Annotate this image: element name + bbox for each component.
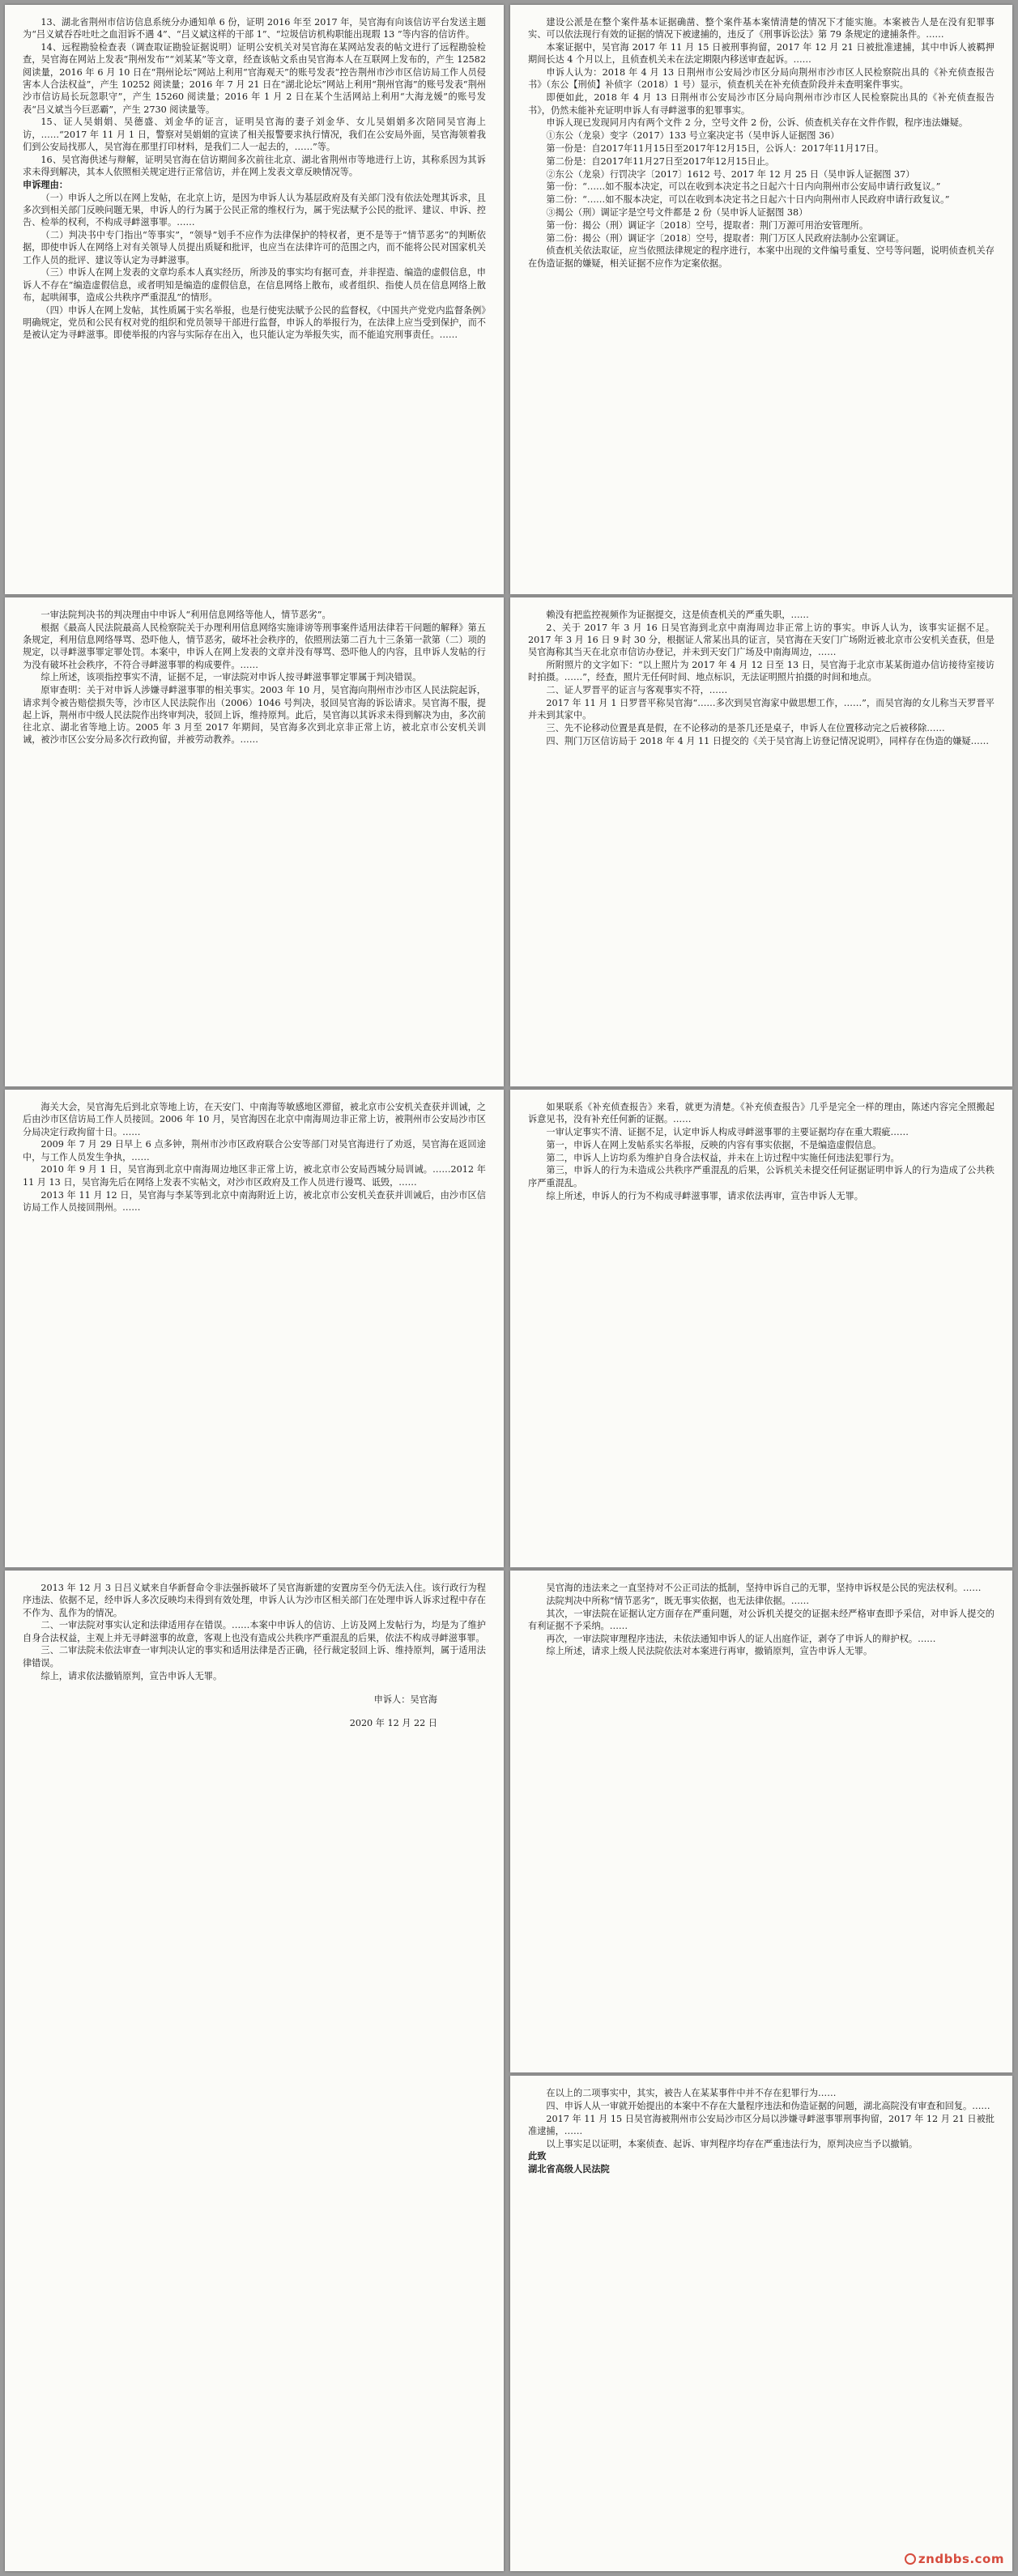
paragraph: 三、二审法院未依法审查一审判决认定的事实和适用法律是否正确，径行裁定驳回上诉、维持原判，属于适用法律错误。 [23,1645,486,1668]
paragraph: 申诉理由： [23,178,68,190]
paragraph: 14、远程勘验检查表（调查取证勘验证据说明）证明公安机关对吴官海在某网站发表的帖文进行了远程勘验检查，吴官海在网站上发表“荆州发布”“刘某某”等文章，经查该帖文系由吴官海本人在互联网上发布的，产生 12582 阅读量，2016 年 6 月 10 日在“荆州论坛”网站上利用“官海观天”的账号发表“控告荆州市沙市区信访局工作人员侵害本人合法权益”，产生 10252 阅读量；2016 年 7 月 21 日在“湖北论坛”网站上利用“荆州官海”的账号发表“荆州沙市信访局长玩忽职守”，产生 15260 阅读量；2016 年 1 月 2 日在某个生活网站上利用“大海龙媛”的账号发表“吕义斌当今巨恶霸”，产生 2730 阅读量等。 [23,42,486,115]
site-watermark [905,2552,1004,2566]
paragraph: 四、荆门万区信访局于 2018 年 4 月 11 日提交的《关于吴官海上访登记情况说明》，同样存在伪造的嫌疑…… [546,735,990,746]
paragraph: 2009 年 7 月 29 日早上 6 点多钟，荆州市沙市区政府联合公安等部门对吴官海进行了劝返，吴官海在返回途中，与工作人员发生争执，…… [23,1139,486,1163]
paragraph: 申诉人现已发现同月内有两个文件 2 分，空号文件 2 份，公诉、侦查机关存在文件作假，程序违法嫌疑。 [546,117,969,129]
left-page-1-text [23,16,486,342]
paragraph: 一审认定事实不清、证据不足，认定申诉人构成寻衅滋事罪的主要证据均存在重大瑕疵…… [546,1127,909,1138]
watermark-logo-icon [905,2553,916,2565]
paragraph: ②东公（龙泉）行罚决字〔2017〕1612 号、2017 年 12 月 25 日（吴申诉人证据图 37） [546,168,915,180]
paragraph: 16、吴官海供述与辩解，证明吴官海在信访期间多次前往北京、湖北省荆州市等地进行上访，其称系因为其诉求未得到解决，其本人依照相关规定进行正常信访，并在网上发表文章反映情况等。 [23,154,486,178]
paragraph: 湖北省高级人民法院 [528,2163,610,2175]
paragraph: 本案证据中，吴官海 2017 年 11 月 15 日被刑事拘留，2017 年 12 月 21 日被批准逮捕，其中申诉人被羁押期间长达 4 个月以上，且侦查机关未在法定期限内移送审查起诉。…… [528,42,995,66]
paragraph: 第一份：“……如不服本决定，可以在收到本决定书之日起六十日内向荆州市公安局申请行政复议。” [546,181,941,193]
paragraph: 二、一审法院对事实认定和法律适用存在错误。……本案中申诉人的信访、上访及网上发帖行为，均是为了维护自身合法权益，主观上并无寻衅滋事的故意，客观上也没有造成公共秩序严重混乱的后果，依法不构成寻衅滋事罪。 [23,1620,486,1643]
paragraph: 第二份：“……如不服本决定，可以在收到本决定书之日起六十日内向荆州市人民政府申请行政复议。” [546,194,950,206]
paragraph: 二、证人罗晋平的证言与客观事实不符，…… [546,685,728,696]
paragraph: 所附照片的文字如下：“以上照片为 2017 年 4 月 12 日至 13 日，吴官海于北京市某某街道办信访接待室接访时拍摄。……”，经查，照片无任何时间、地点标识，无法证明照片拍摄的时间和地点。 [528,660,995,683]
paragraph: 15、证人吴娟娟、吴德盛、刘金华的证言，证明吴官海的妻子刘金华、女儿吴娟娟多次陪同吴官海上访，……“2017 年 11 月 1 日，警察对吴娟娟的宣读了相关报警要求执行情况，我们在公安局外面，吴官海领着我们到公安局找那人，吴官海在那里打印材料，是我们二人一起去的，……”等。 [23,117,486,152]
right-page-3-text [528,1101,995,1202]
paragraph: 第一份是：自2017年11月15日至2017年12月15日，公诉人：2017年11月17日。 [546,142,884,154]
paragraph: （二）判决书中专门指出“等事实”，“领导”划手不应作为法律保护的特权者，更不是等于“情节恶劣”的判断依据，即使申诉人在网络上对有关领导人员提出质疑和批评，也应当在法律许可的范围之内，而不能将公民对国家机关工作人员的批评、建议等认定为寻衅滋事。 [23,230,486,266]
paragraph: 三、先不论移动位置是真是假，在不论移动的是茶几还是桌子，申诉人在位置移动完之后被移除…… [546,723,945,734]
paragraph: 赖没有把监控视频作为证据提交，这是侦查机关的严重失职，…… [546,610,809,620]
paragraph: 在以上的二项事实中，其实，被告人在某某事件中并不存在犯罪行为…… [546,2088,837,2098]
paragraph: 综上所述，请求上级人民法院依法对本案进行再审，撤销原判，宣告申诉人无罪。 [546,1646,873,1657]
paragraph: 2010 年 9 月 1 日，吴官海到北京中南海周边地区非正常上访，被北京市公安局西城分局训诫。……2012 年 11 月 13 日，吴官海先后在网络上发表不实帖文，对沙市区政府及工作人员进行谩骂、诋毁，…… [23,1164,486,1188]
paragraph: 第一份：揭公（刑）调证字〔2018〕空号，提取者：荆门万源可用治安管理所。 [546,219,869,231]
right-page-4 [510,1571,1012,2072]
paragraph: 根据《最高人民法院最高人民检察院关于办理利用信息网络实施诽谤等刑事案件适用法律若干问题的解释》第五条规定，利用信息网络辱骂、恐吓他人，情节恶劣，破坏社会秩序的，依照刑法第二百九十三条第一款第（二）项的规定，以寻衅滋事罪定罪处罚。本案中，申诉人在网上发表的文章并没有辱骂、恐吓他人的内容，且申诉人发帖的行为没有破坏社会秩序，不符合寻衅滋事罪的构成要件。…… [23,622,486,670]
paragraph: 建设公派是在整个案件基本证据确凿、整个案件基本案情清楚的情况下才能实施。本案被告人是在没有犯罪事实、可以依法现行有效的证据的情况下被逮捕的，违反了《刑事诉讼法》第 79 条规定的逮捕条件。…… [528,17,995,40]
paragraph: 海关大会，吴官海先后到北京等地上访，在天安门、中南海等敏感地区滞留，被北京市公安机关查获并训诫，之后由沙市区信访局工作人员接回。2006 年 10 月，吴官海因在北京中南海周边非正常上访，被荆州市公安局沙市区分局决定行政拘留十日。…… [23,1102,486,1137]
paragraph: ①东公（龙泉）变字（2017）133 号立案决定书（吴申诉人证据图 36） [546,130,840,142]
paragraph: （三）申诉人在网上发表的文章均系本人真实经历，所涉及的事实均有据可查，并非捏造、编造的虚假信息，申诉人不存在“编造虚假信息，或者明知是编造的虚假信息，在信息网络上散布，或者组织、指使人员在信息网络上散布，起哄闹事，造成公共秩序严重混乱”的情形。 [23,267,486,304]
paragraph: 2、关于 2017 年 3 月 16 日吴官海到北京中南海周边非正常上访的事实。申诉人认为，该事实证据不足。2017 年 3 月 16 日 9 时 30 分，根据证人常某出具的证言，吴官海在天安门广场附近被北京市公安机关查获，但是吴官海称其当天在北京市信访办登记，并未到天安门广场及中南海周边，…… [528,622,995,658]
paragraph: 四、申诉人从一审就开始提出的本案中不存在大量程序违法和伪造证据的问题，湖北高院没有审查和回复。…… [546,2100,990,2111]
left-page-4 [5,1571,504,2571]
right-page-5 [510,2076,1012,2571]
paragraph: （一）申诉人之所以在网上发帖，在北京上访，是因为申诉人认为基层政府及有关部门没有依法处理其诉求，且多次到相关部门反映问题无果，申诉人的行为属于公民正常的维权行为，属于宪法赋予公民的批评、建议、申诉、控告、检举的权利，不构成寻衅滋事罪。…… [23,192,486,228]
right-page-5-text [528,2087,995,2176]
right-page-1-text [528,16,995,270]
left-page-2 [5,597,504,1086]
watermark-text: zndbbs.com [918,2552,1004,2566]
paragraph: 第二，申诉人上访均系为维护自身合法权益，并未在上访过程中实施任何违法犯罪行为。 [546,1152,900,1163]
paragraph: 2017 年 11 月 15 日吴官海被荆州市公安局沙市区分局以涉嫌寻衅滋事罪刑事拘留，2017 年 12 月 21 日被批准逮捕，…… [528,2113,995,2136]
petition-date: 2020 年 12 月 22 日 [349,1718,437,1729]
paragraph: 13、湖北省荆州市信访信息系统分办通知单 6 份，证明 2016 年至 2017 年，吴官海有向该信访平台发送主题为“吕义斌吞吞吐吐之血泪诉不遇 4”、“吕义斌这样的干部 1”、“垃圾信访机构职能出现瑕 13 ”等内容的信访件。 [23,17,486,40]
paragraph: 此致 [528,2150,547,2162]
paragraph: 其次，一审法院在证据认定方面存在严重问题，对公诉机关提交的证据未经严格审查即予采信，对申诉人提交的有利证据不予采纳。…… [528,1608,995,1631]
left-page-1 [5,5,504,594]
paragraph: 侦查机关依法取证，应当依照法律规定的程序进行，本案中出现的文件编号重复、空号等问题，说明侦查机关存在伪造证据的嫌疑，相关证据不应作为定案依据。 [528,245,995,269]
petitioner-signature: 申诉人：吴官海 [373,1694,437,1705]
right-page-4-text [528,1582,995,1658]
paragraph: 2013 年 11 月 12 日，吴官海与李某等到北京中南海附近上访，被北京市公安机关查获并训诫后，由沙市区信访局工作人员接回荆州。…… [23,1189,486,1213]
paragraph: 2017 年 11 月 1 日罗晋平称吴官海“……多次到吴官海家中做思想工作，……”，而吴官海的女儿称当天罗晋平并未到其家中。 [528,698,995,721]
left-page-3 [5,1090,504,1567]
right-page-2-text [528,609,995,747]
right-page-2 [510,597,1012,1086]
paragraph: 原审查明：关于对申诉人涉嫌寻衅滋事罪的相关事实。2003 年 10 月，吴官海向荆州市沙市区人民法院起诉，请求判令被告赔偿损失等，沙市区人民法院作出（2006）1046 号判决，驳回吴官海的诉讼请求。吴官海不服，提起上诉，荆州市中级人民法院作出终审判决，驳回上诉，维持原判。此后，吴官海以其诉求未得到解决为由，多次前往北京、湖北省等地上访。2005 年 3 月至 2017 年期间，吴官海多次到北京非正常上访，被北京市公安机关训诫，被沙市区公安分局多次行政拘留，并被劳动教养。…… [23,685,486,746]
paragraph: 即便如此，2018 年 4 月 13 日荆州市公安局沙市区分局向荆州市沙市区人民检察院出具的《补充侦查报告书》，仍然未能补充证明申诉人有寻衅滋事的犯罪事实。 [528,92,995,116]
paragraph: 综上所述，申诉人的行为不构成寻衅滋事罪，请求依法再审，宣告申诉人无罪。 [546,1190,863,1201]
left-page-3-text [23,1101,486,1214]
paragraph: ③揭公（刑）调证字是空号文件都是 2 份（吴申诉人证据图 38） [546,206,808,218]
paragraph: 综上，请求依法撤销原判，宣告申诉人无罪。 [40,1670,223,1681]
paragraph: 吴官海的违法来之一直坚持对不公正司法的抵制，坚持申诉自己的无罪，坚持申诉权是公民的宪法权利。…… [546,1583,982,1593]
paragraph: 再次，一审法院审理程序违法，未依法通知申诉人的证人出庭作证，剥夺了申诉人的辩护权。…… [546,1633,936,1644]
left-page-2-text [23,609,486,746]
paragraph: 法院判决中所称“情节恶劣”，既无事实依据，也无法律依据。…… [546,1595,810,1606]
paragraph: 第三，申诉人的行为未造成公共秩序严重混乱的后果，公诉机关未提交任何证据证明申诉人的行为造成了公共秩序严重混乱。 [528,1165,995,1188]
paragraph: 第二份：揭公（刑）调证字〔2018〕空号，提取者：荆门万区人民政府法制办公室调证。 [546,232,905,244]
left-page-4-text [23,1582,486,1682]
right-page-1 [510,5,1012,594]
paragraph: （四）申诉人在网上发帖，其性质属于实名举报，也是行使宪法赋予公民的监督权，《中国共产党党内监督条例》明确规定，党员和公民有权对党的组织和党员领导干部进行监督，申诉人的举报行为，在法律上应当受到保护，而不是被认定为寻衅滋事。即使举报的内容与实际存在出入，也只能认定为举报失实，而不能追究刑事责任。…… [23,304,486,341]
paragraph: 如果联系《补充侦查报告》来看，就更为清楚。《补充侦查报告》几乎是完全一样的理由，陈述内容完全照搬起诉意见书，没有补充任何新的证据。…… [528,1102,995,1125]
paragraph: 以上事实足以证明，本案侦查、起诉、审判程序均存在严重违法行为，原判决应当予以撤销。 [546,2138,918,2149]
paragraph: 第二份是：自2017年11月27日至2017年12月15日止。 [546,155,775,167]
paragraph: 一审法院判决书的判决理由中申诉人“利用信息网络等他人，情节恶劣”。 [40,610,331,620]
paragraph: 综上所述，该项指控事实不清，证据不足，一审法院对申诉人按寻衅滋事罪定罪属于判决错误。 [40,672,422,683]
right-page-3 [510,1090,1012,1567]
paragraph: 申诉人认为：2018 年 4 月 13 日荆州市公安局沙市区分局向荆州市沙市区人民检察院出具的《补充侦查报告书》（东公【刑侦】补侦字（2018）1 号）显示，侦查机关在补充侦查阶段并未查明案件事实。 [528,67,995,91]
paragraph: 2013 年 12 月 3 日吕义斌来自华新督命令非法强拆破坏了吴官海新建的安置房至今仍无法入住。该行政行为程序违法、依据不足，经申诉人多次反映均未得到有效处理，申诉人认为沙市区相关部门在处理申诉人诉求过程中存在不作为、乱作为的情况。 [23,1583,486,1618]
paragraph: 第一，申诉人在网上发帖系实名举报，反映的内容有事实依据，不是编造虚假信息。 [546,1139,882,1150]
